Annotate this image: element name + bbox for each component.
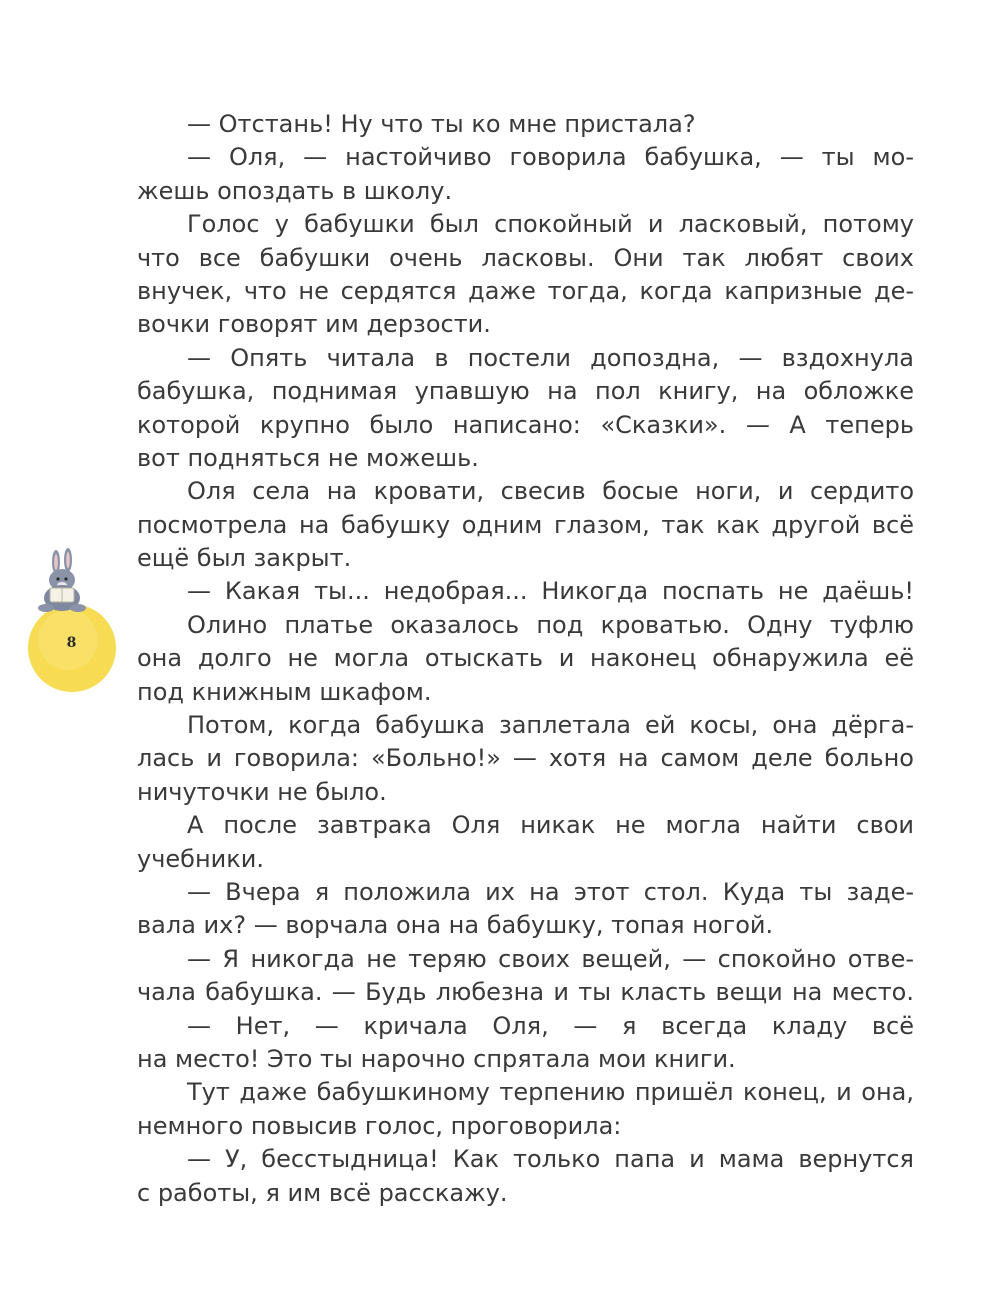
text-line: — Оля, — настойчиво говорила бабушка, — ты мо- — [187, 143, 914, 172]
text-line: Потом, когда бабушка заплетала ей косы, она дёрга- — [187, 711, 914, 740]
text-line: вочки говорят им дерзости. — [137, 310, 491, 339]
text-line: вот подняться не можешь. — [137, 443, 479, 472]
text-line: Голос у бабушки был спокойный и ласковый, потому — [187, 210, 914, 239]
text-line: — Отстань! Ну что ты ко мне пристала? — [187, 110, 696, 138]
text-line: А после завтрака Оля никак не могла найти свои — [187, 811, 914, 840]
text-line: с работы, я им всё расскажу. — [137, 1178, 508, 1207]
text-line: она долго не могла отыскать и наконец обнаружила её — [137, 644, 914, 673]
text-line: учебники. — [137, 844, 264, 873]
text-line: ещё был закрыт. — [137, 544, 352, 573]
text-line: вала их? — ворчала она на бабушку, топая ногой. — [137, 911, 774, 940]
text-line: — Опять читала в постели допоздна, — вздохнула — [187, 343, 914, 372]
text-line: бабушка, поднимая упавшую на пол книгу, на обложке — [137, 377, 914, 406]
bunny-figure — [38, 548, 86, 612]
text-line: лась и говорила: «Больно!» — хотя на самом деле больно — [137, 744, 914, 773]
text-line: посмотрела на бабушку одним глазом, так как другой всё — [137, 510, 914, 539]
text-line: что все бабушки очень ласковы. Они так любят своих — [137, 243, 914, 272]
text-line: внучек, что не сердятся даже тогда, когда капризные де- — [137, 276, 914, 305]
text-line: чала бабушка. — Будь любезна и ты класть вещи на место. — [137, 978, 914, 1007]
bunny-on-yellow-circle-icon — [28, 548, 118, 693]
text-line: Оля села на кровати, свесив босые ноги, и сердито — [187, 477, 914, 506]
text-line: ничуточки не было. — [137, 777, 387, 806]
text-line: на место! Это ты нарочно спрятала мои книги. — [137, 1044, 736, 1073]
text-line: — Вчера я положила их на этот стол. Куда ты заде- — [187, 877, 914, 906]
text-line: немного повысив голос, проговорила: — [137, 1111, 622, 1140]
text-line: которой крупно было написано: «Сказки». — А теперь — [137, 410, 914, 439]
story-text — [137, 108, 914, 1210]
text-line: — Нет, — кричала Оля, — я всегда кладу всё — [187, 1011, 914, 1040]
text-line: — Я никогда не теряю своих вещей, — спокойно отве- — [187, 944, 914, 973]
text-line: жешь опоздать в школу. — [137, 176, 453, 205]
text-line: — У, бесстыдница! Как только папа и мама вернутся — [187, 1145, 914, 1174]
page-number: 8 — [66, 635, 77, 651]
text-line: — Какая ты... недобрая... Никогда поспать не даёшь! — [187, 577, 914, 606]
text-line: под книжным шкафом. — [137, 677, 432, 706]
text-line: Олино платье оказалось под кроватью. Одну туфлю — [187, 610, 914, 639]
text-line: Тут даже бабушкиному терпению пришёл конец, и она, — [187, 1078, 914, 1107]
